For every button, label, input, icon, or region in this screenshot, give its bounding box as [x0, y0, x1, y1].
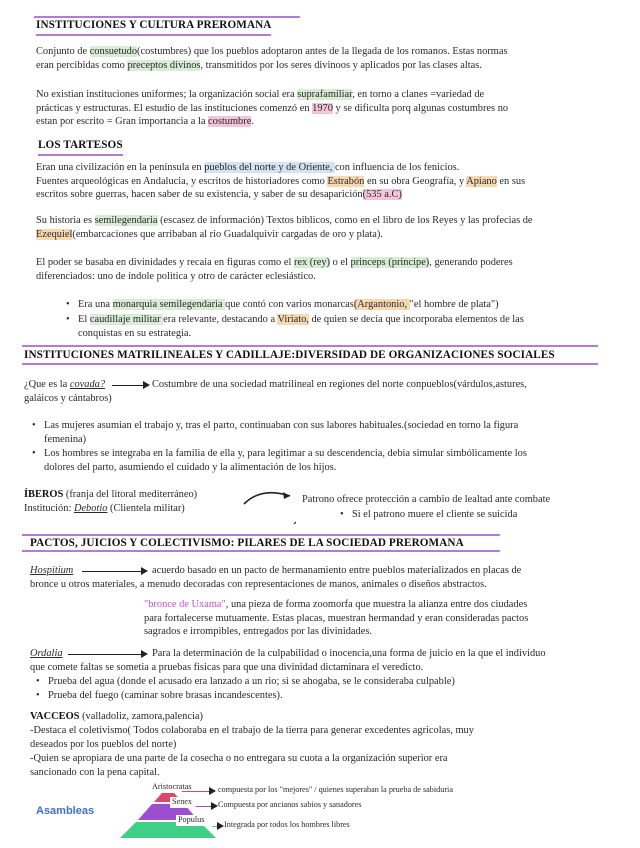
paragraph-consuetudo: Conjunto de consuetudo(costumbres) que los pueblos adoptaron antes de la llegada de los romanos. Estas normas eran percibidas como preceptos divinos, transmitidos por los seres divinoos y aplicados por las clases altas. [36, 46, 508, 71]
covada-question: ¿Que es la covada? [24, 379, 106, 390]
section-rule-matrilineales-bottom [22, 363, 598, 365]
pyramid-label-populus: Populus [178, 815, 205, 824]
highlight-estrabon: Estrabón [327, 175, 365, 187]
vacceos-heading: VACCEOS (valladoliz, zamora,palencia) [30, 711, 203, 722]
highlight-princeps: princeps (principe) [350, 257, 430, 268]
highlight-viriato: Viriato, [277, 314, 309, 325]
iberos-heading: ÍBEROS (franja del litoral mediterráneo) [24, 489, 198, 500]
section-title-matrilineales: INSTITUCIONES MATRILINEALES Y CADILLAJE:DIVERSIDAD DE ORGANIZACIONES SOCIALES [24, 349, 555, 361]
curved-arrow-icon [240, 486, 296, 528]
highlight-suprafamiliar: suprafamiliar [297, 89, 353, 100]
bullet-patrono-muere: • Si el patrono muere el cliente se suicida [352, 508, 517, 522]
highlight-semilegendaria: semilegendaria [94, 215, 158, 226]
covada-definition-cont: galáicos y cántabros) [24, 393, 112, 404]
pyramid-label-aristocratas: Aristocratas [152, 782, 192, 791]
arrow-aristocratas [182, 791, 210, 792]
paragraph-instituciones-uniformes: No existian instituciones uniformes; la organización social era suprafamiliar, en torno a clanes =variedad de prácticas y estructuras. El estudio de las instituciones comenzó en 1970 y se dificulta porq algunas costumbres no estan por escrito = Gran importancia a la costumbre. [36, 89, 509, 128]
pyramid-desc-populus: Integrada por todos los hombres libres [224, 820, 350, 829]
highlight-1970: 1970 [312, 102, 333, 114]
ordalia-definition: Para la determinación de la culpabilidad o inocencia,una forma de juicio en la que el individuo [152, 648, 546, 659]
hospitium-definition: acuerdo basado en un pacto de hermanamiento entre pueblos materializados en placas de [152, 565, 522, 576]
paragraph-tartesos-origen: Eran una civilización en la península en pueblos del norte y de Oriente, con influencia de los fenicios. Fuentes arqueológicas en Andalucia, y escritos de historiadores como Estrabón en su obra Geografía, y Apiano en sus escritos sobre guerras, hacen saber de su existencia, y saber de su desaparición(535 a.C) [36, 162, 526, 201]
bullet-caudillaje: • El caudillaje militar era relevante, destacando a Viriato, de quien se decía que incorporaba elementos de las conquistas en su estrategia. [78, 313, 612, 340]
ordalia-term: Ordalia [30, 648, 63, 659]
iberos-institucion: Institución: Debotio (Clientela militar) [24, 503, 185, 514]
ordalia-definition-cont: que comete faltas se sometia a pruebas fisicas para que una divinidad dictaminara el veredicto. [30, 662, 424, 673]
covada-definition: Costumbre de una sociedad matrilineal en regiones del norte conpueblos(várdulos,astures, [152, 379, 527, 390]
bullet-prueba-agua: • Prueba del agua (donde el acusado era lanzado a un rio; si se ahogaba, se le consideraba culpable) [48, 675, 455, 689]
bullet-mujeres: • Las mujeres asumian el trabajo y, tras el parto, continuaban con sus labores habituales.(sociedad en torno la figura femenina) [44, 419, 614, 446]
section-rule-matrilineales-top [22, 345, 598, 347]
pyramid-label-senex: Senex [172, 797, 193, 806]
highlight-ezequiel: Ezequiel [36, 228, 73, 240]
pyramid-desc-senex: Compuesta por ancianos sabios y sanadores [218, 800, 362, 809]
arrow-ordalia [68, 654, 142, 655]
highlight-535: (535 a.C) [362, 189, 402, 201]
highlight-consuetudo: consuetudo [89, 46, 138, 57]
hospitium-term: Hospitium [30, 565, 74, 576]
asambleas-label: Asambleas [36, 805, 95, 817]
highlight-monarquia: monarquia semilegendaria [112, 299, 226, 310]
arrow-senex [196, 806, 212, 807]
debotio-term: Debotio [73, 503, 108, 514]
highlight-costumbre: costumbre [208, 116, 252, 128]
highlight-caudillaje: caudillaje militar [89, 314, 164, 325]
bullet-prueba-fuego: • Prueba del fuego (caminar sobre brasas incandescentes). [48, 689, 283, 703]
vacceos-sancion: -Quien se apropiara de una parte de la cosecha o no entregara su cuota a la organización superior era sancionado con la pena capital. [30, 753, 448, 778]
bronce-uxama-block: "bronce de Uxama", una pieza de forma zoomorfa que muestra la alianza entre dos ciudades para fortalecerse mutuamente. Estas placas, muestran hermandad y eran consideradas pactos sagrados e irrompibles, entregados por las divinidades. [144, 599, 529, 638]
section-title-instituciones: INSTITUCIONES Y CULTURA PREROMANA [36, 18, 271, 36]
bullet-monarquia: • Era una monarquia semilegendaria que contó con varios monarcas(Argantonio, "el hombre de plata") [78, 298, 612, 312]
hospitium-definition-cont: bronce u otros materiales, a menudo decoradas con representaciones de manos, animales o diseños abstractos. [30, 579, 487, 590]
pyramid-desc-aristocratas: compuesta por los "mejores" / quienes superaban la prueba de sabiduria [218, 785, 453, 794]
highlight-argantonio: (Argantonio, [353, 299, 410, 310]
vacceos-colectivismo: -Destaca el coletivismo( Todos colaboraba en el trabajo de la tierra para generar excedentes agricolas, muy deseados por los pueblos del norte) [30, 725, 474, 750]
highlight-apiano: Apiano [466, 175, 497, 187]
section-rule-pactos-bottom [22, 550, 500, 552]
patrono-text: Patrono ofrece protección a cambio de lealtad ante combate [302, 494, 551, 505]
highlight-pueblos-norte: pueblos del norte y de Oriente, [204, 162, 335, 173]
paragraph-semilegendaria: Su historia es semilegendaria (escasez de información) Textos biblicos, como en el libro de los Reyes y las profecias de Ezequiel(embarcaciones que arribaban al rio Guadalquivir cargadas de oro y plata). [36, 215, 533, 240]
covada-term: covada? [69, 379, 106, 390]
arrow-covada [112, 385, 144, 386]
highlight-rex: rex (rey) [293, 257, 330, 268]
arrow-hospitium [82, 571, 142, 572]
paragraph-poder: El poder se basaba en divinidades y recaia en figuras como el rex (rey) o el princeps (principe), generando poderes diferenciados: uno de índole politica y otro de carácter eclesiástico. [36, 257, 513, 282]
highlight-preceptos: preceptos divinos [127, 59, 201, 71]
arrow-populus [212, 826, 218, 827]
section-title-pactos: PACTOS, JUICIOS Y COLECTIVISMO: PILARES DE LA SOCIEDAD PREROMANA [30, 537, 464, 549]
bronce-uxama-name: "bronce de Uxama" [144, 599, 226, 610]
bullet-hombres: • Los hombres se integraba en la familia de ella y, para legitimar a su descendencia, debia simular simbólicamente los dolores del parto, asumiendo el cuidado y la alimentación de los hijos. [44, 447, 614, 474]
section-title-tartesos: LOS TARTESOS [38, 138, 123, 156]
